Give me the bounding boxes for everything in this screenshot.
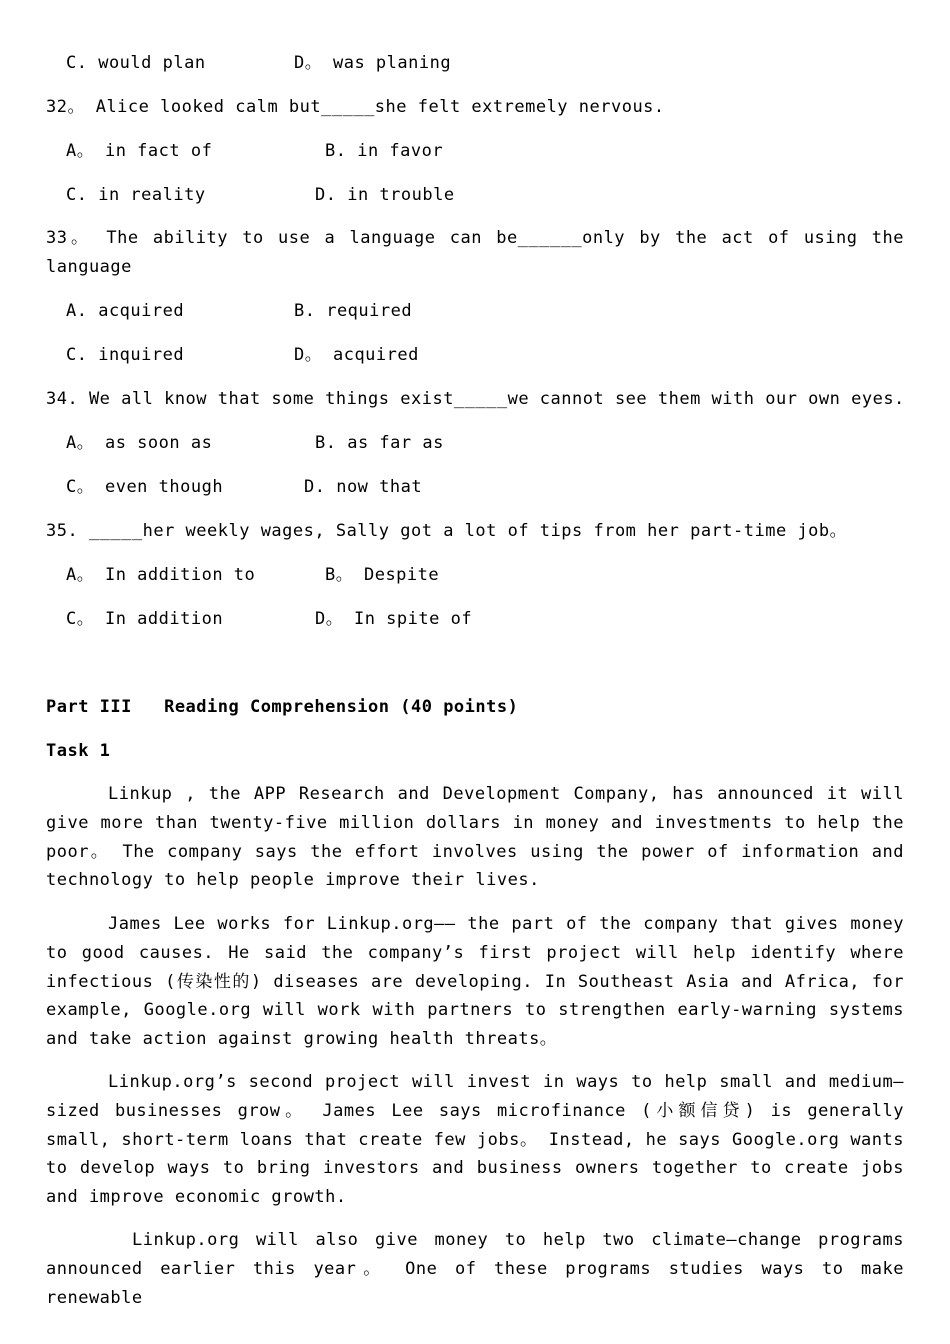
question-35-stem: 35. _____her weekly wages, Sally got a lot of tips from her part-time job。 [46, 521, 848, 541]
passage-paragraph-3: Linkup.org’s second project will invest in ways to help small and medium—sized businesses grow。 James Lee says microfinance (小额信贷) is generally small, short-term loans that create few jobs。 Instead, he says Google.org wants to develop ways to bring investors and business owners together to create jobs and improve economic growth. [46, 1072, 904, 1208]
option-34-a: A。 as soon as [66, 433, 213, 453]
option-35-d: D。 In spite of [315, 609, 473, 629]
passage-paragraph-1: Linkup , the APP Research and Development Company, has announced it will give more than twenty-five million dollars in money and investments to help the poor。 The company says the effort involves using the power of information and technology to help people improve their lives. [46, 784, 904, 891]
passage-paragraph-4: Linkup.org will also give money to help two climate—change programs announced earlier this year。 One of these programs studies ways to make renewable [46, 1230, 904, 1308]
passage-paragraph-2: James Lee works for Linkup.org—— the part of the company that gives money to good causes. He said the company’s first project will help identify where infectious (传染性的) diseases are developing. In Southeast Asia and Africa, for example, Google.org will work with partners to strengthen early-warning systems and take action against growing health threats。 [46, 914, 904, 1050]
option-32-c: C. in reality [66, 185, 206, 205]
task-heading: Task 1 [46, 741, 111, 761]
option-35-a: A。 In addition to [66, 565, 256, 585]
option-33-c: C. inquired [66, 345, 185, 365]
part-heading: Part III Reading Comprehension (40 points) [46, 697, 519, 717]
question-33-stem: 33。 The ability to use a language can be______only by the act of using the language [46, 228, 904, 277]
option-33-a: A. acquired [66, 301, 185, 321]
option-32-a: A。 in fact of [66, 141, 213, 161]
option-32-b: B. in favor [325, 141, 444, 161]
option-34-d: D. now that [304, 477, 423, 497]
option-35-b: B。 Despite [325, 565, 440, 585]
option-34-b: B. as far as [315, 433, 444, 453]
option-31-c: C. would plan [66, 53, 206, 73]
option-33-b: B. required [294, 301, 413, 321]
option-34-c: C。 even though [66, 477, 224, 497]
option-35-c: C。 In addition [66, 609, 224, 629]
option-32-d: D. in trouble [315, 185, 455, 205]
option-31-d: D。 was planing [294, 53, 452, 73]
question-34-stem: 34. We all know that some things exist_____we cannot see them with our own eyes. [46, 389, 905, 409]
option-33-d: D。 acquired [294, 345, 419, 365]
question-32-stem: 32。 Alice looked calm but_____she felt extremely nervous. [46, 97, 665, 117]
